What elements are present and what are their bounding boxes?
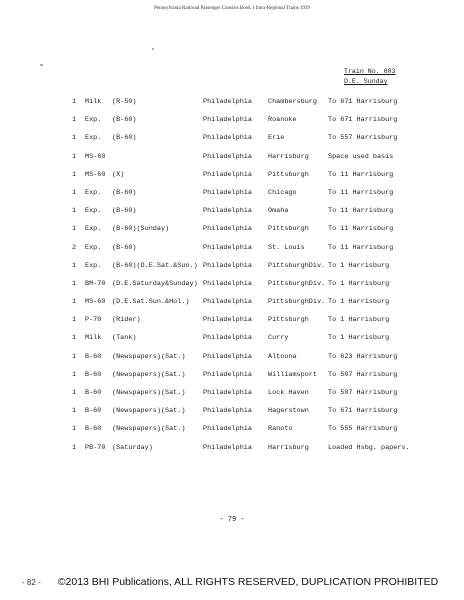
cell-from: Philadelphia	[203, 207, 252, 216]
cell-from: Philadelphia	[203, 316, 252, 325]
cell-qty: 1	[72, 407, 77, 416]
cell-note: (R-50)	[112, 98, 137, 106]
cell-note: (Tank)	[112, 334, 137, 343]
cell-car: Exp.	[85, 116, 102, 125]
cell-qty: 1	[72, 298, 77, 307]
cell-from: Philadelphia	[203, 279, 252, 288]
cell-from: Philadelphia	[203, 243, 252, 252]
cell-to: Roanoke	[268, 116, 297, 125]
cell-note: (Newspapers)(Sat.)	[112, 407, 186, 416]
cell-to: Pittsburgh	[268, 170, 309, 179]
cell-car: B-60	[85, 425, 102, 434]
cell-note: (Newspapers)(Sat.)	[112, 370, 186, 379]
cell-car: MS-60	[85, 152, 106, 161]
cell-car: MS-60	[85, 170, 106, 179]
table-row	[0, 444, 464, 462]
cell-car: Exp.	[85, 261, 102, 270]
cell-qty: 1	[72, 225, 77, 234]
cell-to: Curry	[268, 334, 289, 343]
cell-from: Philadelphia	[203, 334, 252, 343]
cell-note: (Newspapers)(Sat.)	[112, 425, 186, 434]
cell-note: (B-60)(Sunday)	[112, 225, 170, 234]
train-schedule: D.E. Sunday	[344, 78, 388, 85]
cell-qty: 1	[72, 134, 77, 143]
cell-qty: 1	[72, 188, 77, 197]
cell-qty: 1	[72, 152, 77, 161]
cell-dest: To 1 Harrisburg	[328, 316, 390, 325]
cell-from: Philadelphia	[203, 134, 252, 143]
table-row	[0, 225, 464, 243]
cell-to: Williamsport	[268, 370, 317, 379]
page-number: - 79 -	[219, 516, 245, 524]
table-row	[0, 316, 464, 334]
scan-speck	[152, 48, 154, 50]
cell-note: (Saturday)	[112, 443, 153, 452]
table-row	[0, 134, 464, 152]
table-row	[0, 153, 464, 171]
table-row	[0, 244, 464, 262]
cell-from: Philadelphia	[203, 116, 252, 125]
copyright-notice: ©2013 BHI Publications, ALL RIGHTS RESERVED, DUPLICATION PROHIBITED	[57, 576, 439, 588]
cell-car: PB-70	[85, 443, 106, 452]
cell-from: Philadelphia	[203, 170, 252, 179]
cell-dest: To 507 Harrisburg	[328, 389, 398, 397]
scan-speck	[40, 64, 43, 66]
cell-car: B-60	[85, 389, 102, 397]
table-row	[0, 334, 464, 352]
cell-note: (B-60)	[112, 207, 137, 216]
cell-from: Philadelphia	[203, 298, 252, 307]
table-row	[0, 116, 464, 134]
cell-car: BM-70	[85, 279, 106, 288]
cell-from: Philadelphia	[203, 389, 252, 397]
train-number: Train No. 603	[344, 68, 396, 75]
table-row	[0, 98, 464, 116]
cell-to: PittsburghDiv.	[268, 261, 326, 270]
cell-dest: To 671 Harrisburg	[328, 116, 398, 125]
cell-qty: 1	[72, 98, 77, 106]
cell-dest: To 11 Harrisburg	[328, 243, 394, 252]
cell-dest: To 11 Harrisburg	[328, 170, 394, 179]
cell-dest: To 671 Harrisburg	[328, 98, 398, 106]
cell-qty: 1	[72, 261, 77, 270]
cell-car: Exp.	[85, 134, 102, 143]
cell-note: (D.E.Sat.Sun.&Hol.)	[112, 298, 190, 307]
table-row	[0, 353, 464, 371]
cell-to: Pittsburgh	[268, 225, 309, 234]
table-row	[0, 189, 464, 207]
cell-note: (Newspapers)(Sat.)	[112, 352, 186, 361]
cell-from: Philadelphia	[203, 370, 252, 379]
table-row	[0, 280, 464, 298]
table-row	[0, 171, 464, 189]
cell-from: Philadelphia	[203, 443, 252, 452]
cell-dest: To 1 Harrisburg	[328, 261, 390, 270]
cell-qty: 1	[72, 443, 77, 452]
cell-note: (B-60)	[112, 116, 137, 125]
cell-qty: 1	[72, 389, 77, 397]
cell-car: Exp.	[85, 188, 102, 197]
cell-from: Philadelphia	[203, 407, 252, 416]
cell-dest: To 623 Harrisburg	[328, 352, 398, 361]
cell-car: B-60	[85, 370, 102, 379]
cell-to: Pittsburgh	[268, 316, 309, 325]
cell-dest: To 11 Harrisburg	[328, 188, 394, 197]
cell-car: Milk	[85, 98, 102, 106]
cell-note: (B-60)	[112, 188, 137, 197]
cell-dest: To 1 Harrisburg	[328, 279, 390, 288]
cell-to: PittsburghDiv.	[268, 279, 326, 288]
cell-to: Chicago	[268, 188, 297, 197]
cell-car: B-60	[85, 352, 102, 361]
cell-qty: 2	[72, 243, 77, 252]
cell-car: Exp.	[85, 243, 102, 252]
cell-dest: To 557 Harrisburg	[328, 134, 398, 143]
table-row	[0, 407, 464, 425]
cell-from: Philadelphia	[203, 98, 252, 106]
cell-car: Exp.	[85, 225, 102, 234]
cell-dest: To 1 Harrisburg	[328, 334, 390, 343]
cell-to: PittsburghDiv.	[268, 298, 326, 307]
cell-qty: 1	[72, 279, 77, 288]
cell-from: Philadelphia	[203, 225, 252, 234]
cell-note: (Rider)	[112, 316, 141, 325]
cell-dest: To 555 Harrisburg	[328, 425, 398, 434]
cell-qty: 1	[72, 425, 77, 434]
consist-table	[0, 98, 464, 462]
cell-qty: 1	[72, 207, 77, 216]
table-row	[0, 389, 464, 407]
cell-qty: 1	[72, 316, 77, 325]
cell-to: Erie	[268, 134, 285, 143]
cell-to: Harrisburg	[268, 443, 309, 452]
cell-note: (B-60)	[112, 243, 137, 252]
cell-to: Altoona	[268, 352, 297, 361]
cell-from: Philadelphia	[203, 261, 252, 270]
cell-qty: 1	[72, 170, 77, 179]
running-head: Pennsylvania Railroad Passenger Consists Book 1 Intra-Regional Trains 1939	[154, 6, 310, 11]
cell-to: Ranoto	[268, 425, 293, 434]
cell-qty: 1	[72, 334, 77, 343]
cell-to: Hagerstown	[268, 407, 309, 416]
cell-dest: To 1 Harrisburg	[328, 298, 390, 307]
cell-note: (D.E.Saturday&Sunday)	[112, 279, 198, 288]
cell-note: (B-60)	[112, 134, 137, 143]
cell-from: Philadelphia	[203, 425, 252, 434]
cell-car: Milk	[85, 334, 102, 343]
cell-note: (Newspapers)(Sat.)	[112, 389, 186, 397]
cell-to: Chambersburg	[268, 98, 317, 106]
cell-from: Philadelphia	[203, 152, 252, 161]
table-row	[0, 425, 464, 443]
cell-to: Lock Haven	[268, 389, 309, 397]
cell-dest: Space used basis	[328, 152, 394, 161]
cell-qty: 1	[72, 370, 77, 379]
cell-note: (B-60)(D.E.Sat.&Sun.)	[112, 261, 198, 270]
cell-dest: To 671 Harrisburg	[328, 407, 398, 416]
table-row	[0, 371, 464, 389]
cell-from: Philadelphia	[203, 352, 252, 361]
cell-from: Philadelphia	[203, 188, 252, 197]
table-row	[0, 207, 464, 225]
cell-to: Harrisburg	[268, 152, 309, 161]
table-row	[0, 298, 464, 316]
cell-dest: Loaded Hsbg. papers.	[328, 443, 410, 452]
cell-car: B-60	[85, 407, 102, 416]
cell-dest: To 11 Harrisburg	[328, 225, 394, 234]
cell-dest: To 507 Harrisburg	[328, 370, 398, 379]
cell-to: Omaha	[268, 207, 289, 216]
cell-to: St. Louis	[268, 243, 305, 252]
cell-qty: 1	[72, 116, 77, 125]
cell-car: Exp.	[85, 207, 102, 216]
cell-qty: 1	[72, 352, 77, 361]
book-page-number: - 82 -	[22, 578, 41, 587]
table-row	[0, 262, 464, 280]
cell-note: (X)	[112, 170, 125, 179]
cell-dest: To 11 Harrisburg	[328, 207, 394, 216]
cell-car: P-70	[85, 316, 102, 325]
cell-car: MS-60	[85, 298, 106, 307]
